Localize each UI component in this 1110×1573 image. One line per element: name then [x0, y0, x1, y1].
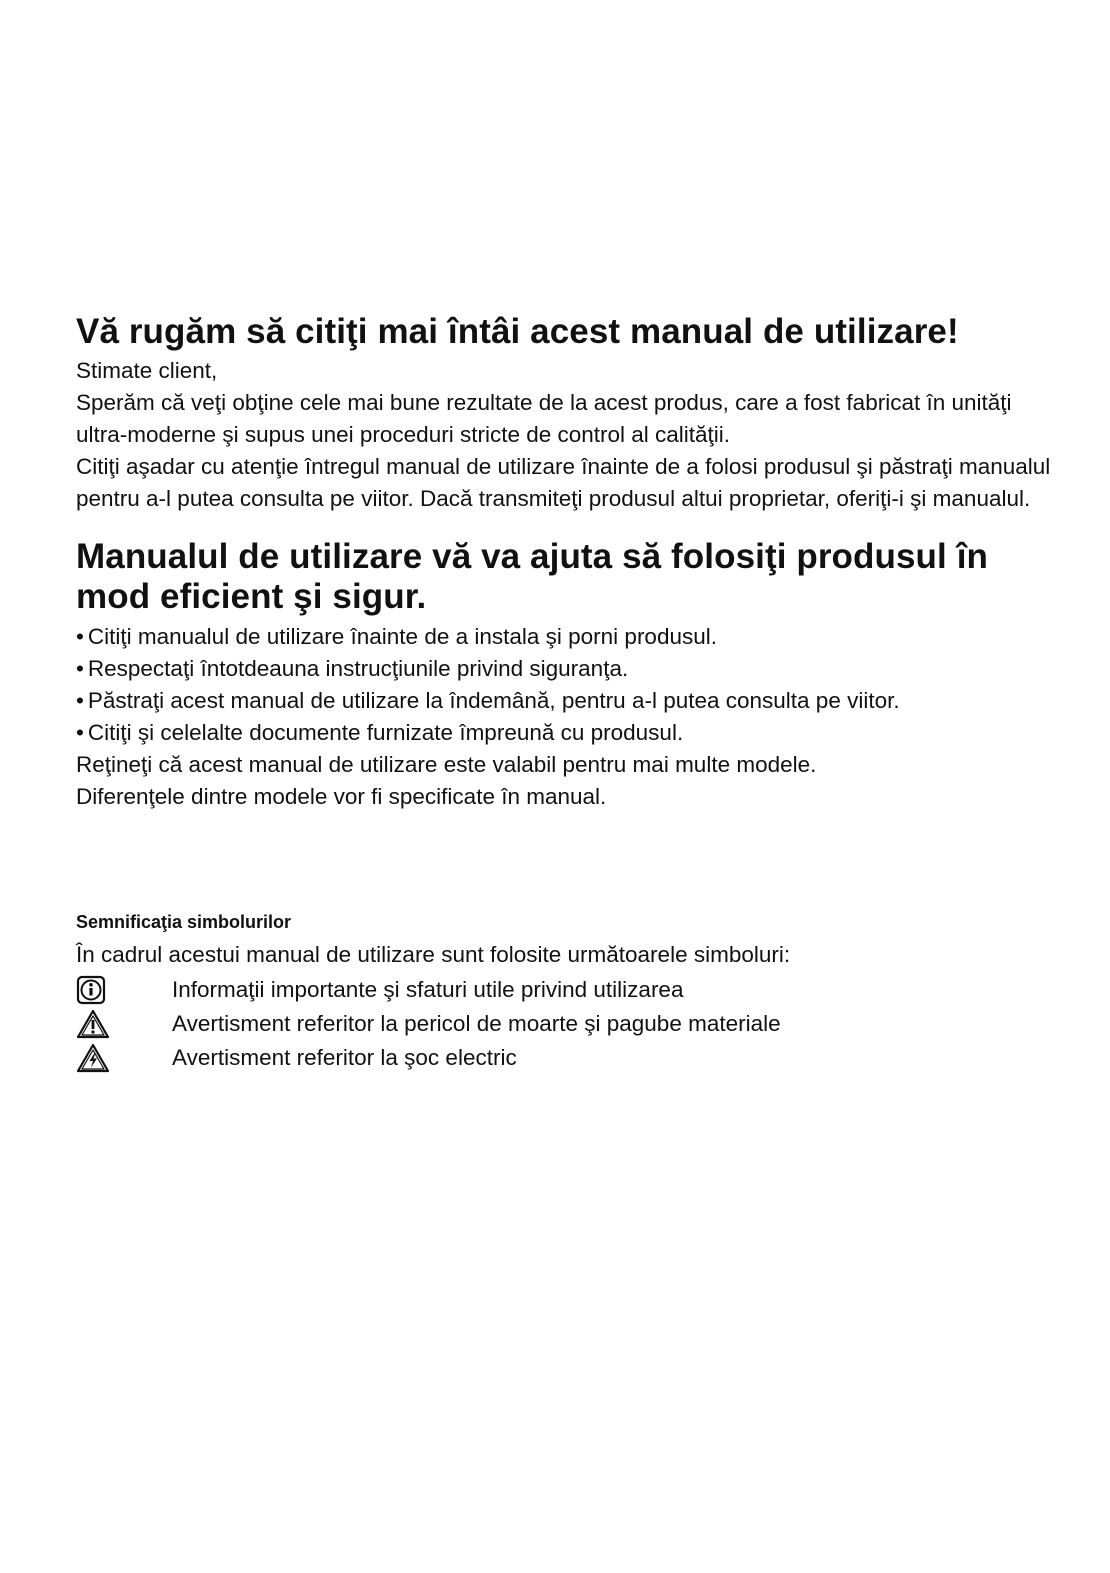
bullet-icon: •	[76, 656, 84, 681]
symbol-text-electric: Avertisment referitor la şoc electric	[172, 1045, 517, 1070]
list-item: • Păstraţi acest manual de utilizare la îndemână, pentru a-l putea consulta pe viitor.	[76, 688, 900, 713]
instructions-list	[76, 621, 1056, 749]
warning-triangle-icon	[76, 1009, 172, 1039]
section1-title: Vă rugăm să citiţi mai întâi acest manual de utilizare!	[76, 312, 959, 351]
bullet-icon: •	[76, 720, 84, 745]
symbol-row-warning	[76, 1007, 1056, 1041]
greeting: Stimate client,	[76, 358, 218, 383]
info-icon	[76, 975, 172, 1005]
bullet-icon: •	[76, 688, 84, 713]
differences-note: Diferenţele dintre modele vor fi specificate în manual.	[76, 784, 607, 809]
symbols-intro: În cadrul acestui manual de utilizare sunt folosite următoarele simboluri:	[76, 942, 791, 967]
section2-title: Manualul de utilizare vă va ajuta să folosiţi produsul în mod eficient şi sigur.	[76, 537, 988, 616]
bullet-icon: •	[76, 624, 84, 649]
symbol-row-electric	[76, 1041, 1056, 1075]
symbol-text-warning: Avertisment referitor la pericol de moarte şi pagube materiale	[172, 1011, 781, 1036]
symbol-text-info: Informaţii importante şi sfaturi utile privind utilizarea	[172, 977, 684, 1002]
intro-paragraph-1: Sperăm că veţi obţine cele mai bune rezultate de la acest produs, care a fost fabricat în unităţi ultra-moderne şi supus unei proceduri stricte de control al calităţii.	[76, 390, 1012, 447]
electric-shock-icon	[76, 1043, 172, 1073]
manual-page	[76, 312, 1056, 1075]
intro-paragraph-2: Citiţi aşadar cu atenţie întregul manual de utilizare înainte de a folosi produsul şi păstraţi manualul pentru a-l putea consulta pe viitor. Dacă transmiteţi produsul altui proprietar, oferiţi-i şi manualul.	[76, 454, 1051, 511]
symbol-row-info	[76, 973, 1056, 1007]
list-item: • Respectaţi întotdeauna instrucţiunile privind siguranţa.	[76, 656, 629, 681]
list-item: • Citiţi manualul de utilizare înainte de a instala şi porni produsul.	[76, 624, 717, 649]
models-note: Reţineţi că acest manual de utilizare este valabil pentru mai multe modele.	[76, 752, 817, 777]
list-item: • Citiţi şi celelalte documente furnizate împreună cu produsul.	[76, 720, 684, 745]
symbols-heading: Semnificaţia simbolurilor	[76, 912, 292, 932]
